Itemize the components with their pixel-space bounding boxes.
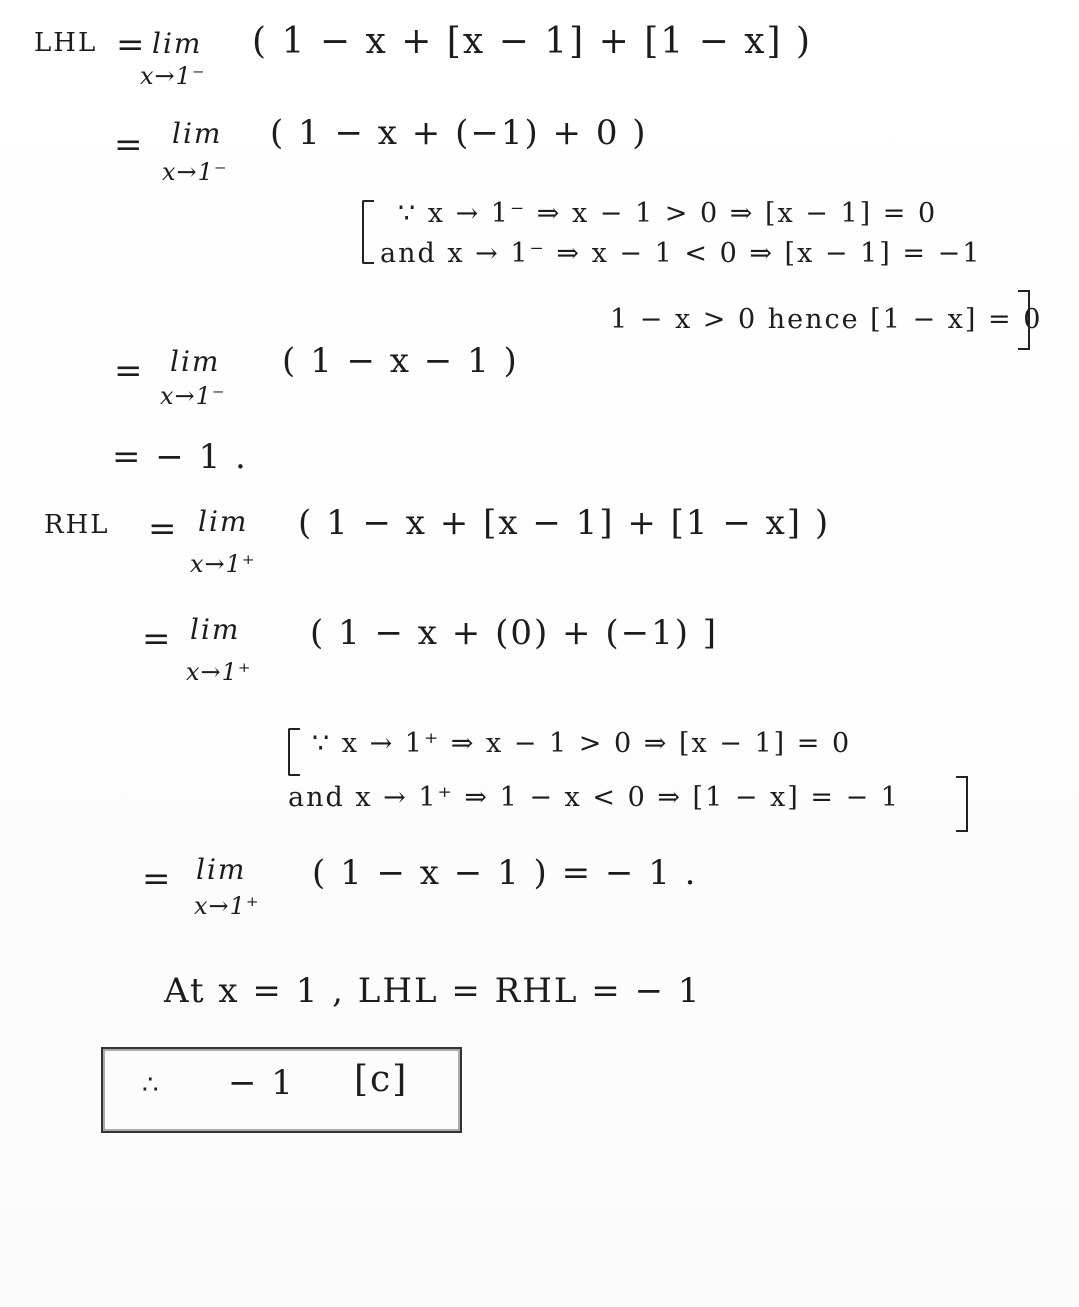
conclusion: At x = 1 , LHL = RHL = − 1: [164, 971, 702, 1011]
limit-subscript: x→1⁻: [140, 62, 206, 90]
rhl-expression: ( 1 − x + (0) + (−1) ]: [310, 613, 719, 653]
limit-subscript: x→1⁻: [160, 382, 226, 410]
rhl-expression: ( 1 − x − 1 ) = − 1 .: [312, 853, 698, 893]
lhl-expression: ( 1 − x + [x − 1] + [1 − x] ): [252, 21, 813, 62]
note-bracket-right: [1018, 290, 1030, 350]
note-bracket-left: [288, 728, 300, 776]
rhl-expression: ( 1 − x + [x − 1] + [1 − x] ): [298, 503, 831, 543]
lim-keyword: lim: [172, 117, 223, 150]
lim-keyword: lim: [190, 613, 241, 646]
lim-keyword: lim: [196, 853, 247, 886]
rhl-label: RHL: [44, 510, 110, 540]
lim-keyword: lim: [152, 27, 203, 60]
lhl-expression: ( 1 − x + (−1) + 0 ): [270, 113, 648, 153]
eq-sign: =: [116, 25, 147, 65]
limit-subscript: x→1⁺: [186, 658, 252, 686]
eq-sign: =: [114, 125, 145, 165]
note-line: ∵ x → 1⁻ ⇒ x − 1 > 0 ⇒ [x − 1] = 0: [398, 198, 938, 229]
note-line: 1 − x > 0 hence [1 − x] = 0: [610, 304, 1043, 335]
eq-sign: =: [148, 509, 179, 549]
lim-keyword: lim: [170, 345, 221, 378]
eq-sign: =: [114, 351, 145, 391]
note-bracket-left: [362, 200, 374, 264]
limit-subscript: x→1⁻: [162, 158, 228, 186]
lim-keyword: lim: [198, 505, 249, 538]
answer-value: − 1: [228, 1063, 295, 1103]
lhl-label: LHL: [34, 28, 98, 58]
limit-subscript: x→1⁺: [194, 892, 260, 920]
answer-option: [c]: [354, 1059, 409, 1100]
lhl-expression: ( 1 − x − 1 ): [282, 341, 519, 381]
note-line: and x → 1⁻ ⇒ x − 1 < 0 ⇒ [x − 1] = −1: [380, 238, 982, 269]
lhl-result: = − 1 .: [112, 437, 248, 477]
limit-subscript: x→1⁺: [190, 550, 256, 578]
therefore-symbol: ∴: [142, 1070, 161, 1100]
note-line: and x → 1⁺ ⇒ 1 − x < 0 ⇒ [1 − x] = − 1: [288, 782, 900, 813]
note-line: ∵ x → 1⁺ ⇒ x − 1 > 0 ⇒ [x − 1] = 0: [312, 728, 852, 759]
note-bracket-right: [956, 776, 968, 832]
eq-sign: =: [142, 619, 173, 659]
eq-sign: =: [142, 859, 173, 899]
